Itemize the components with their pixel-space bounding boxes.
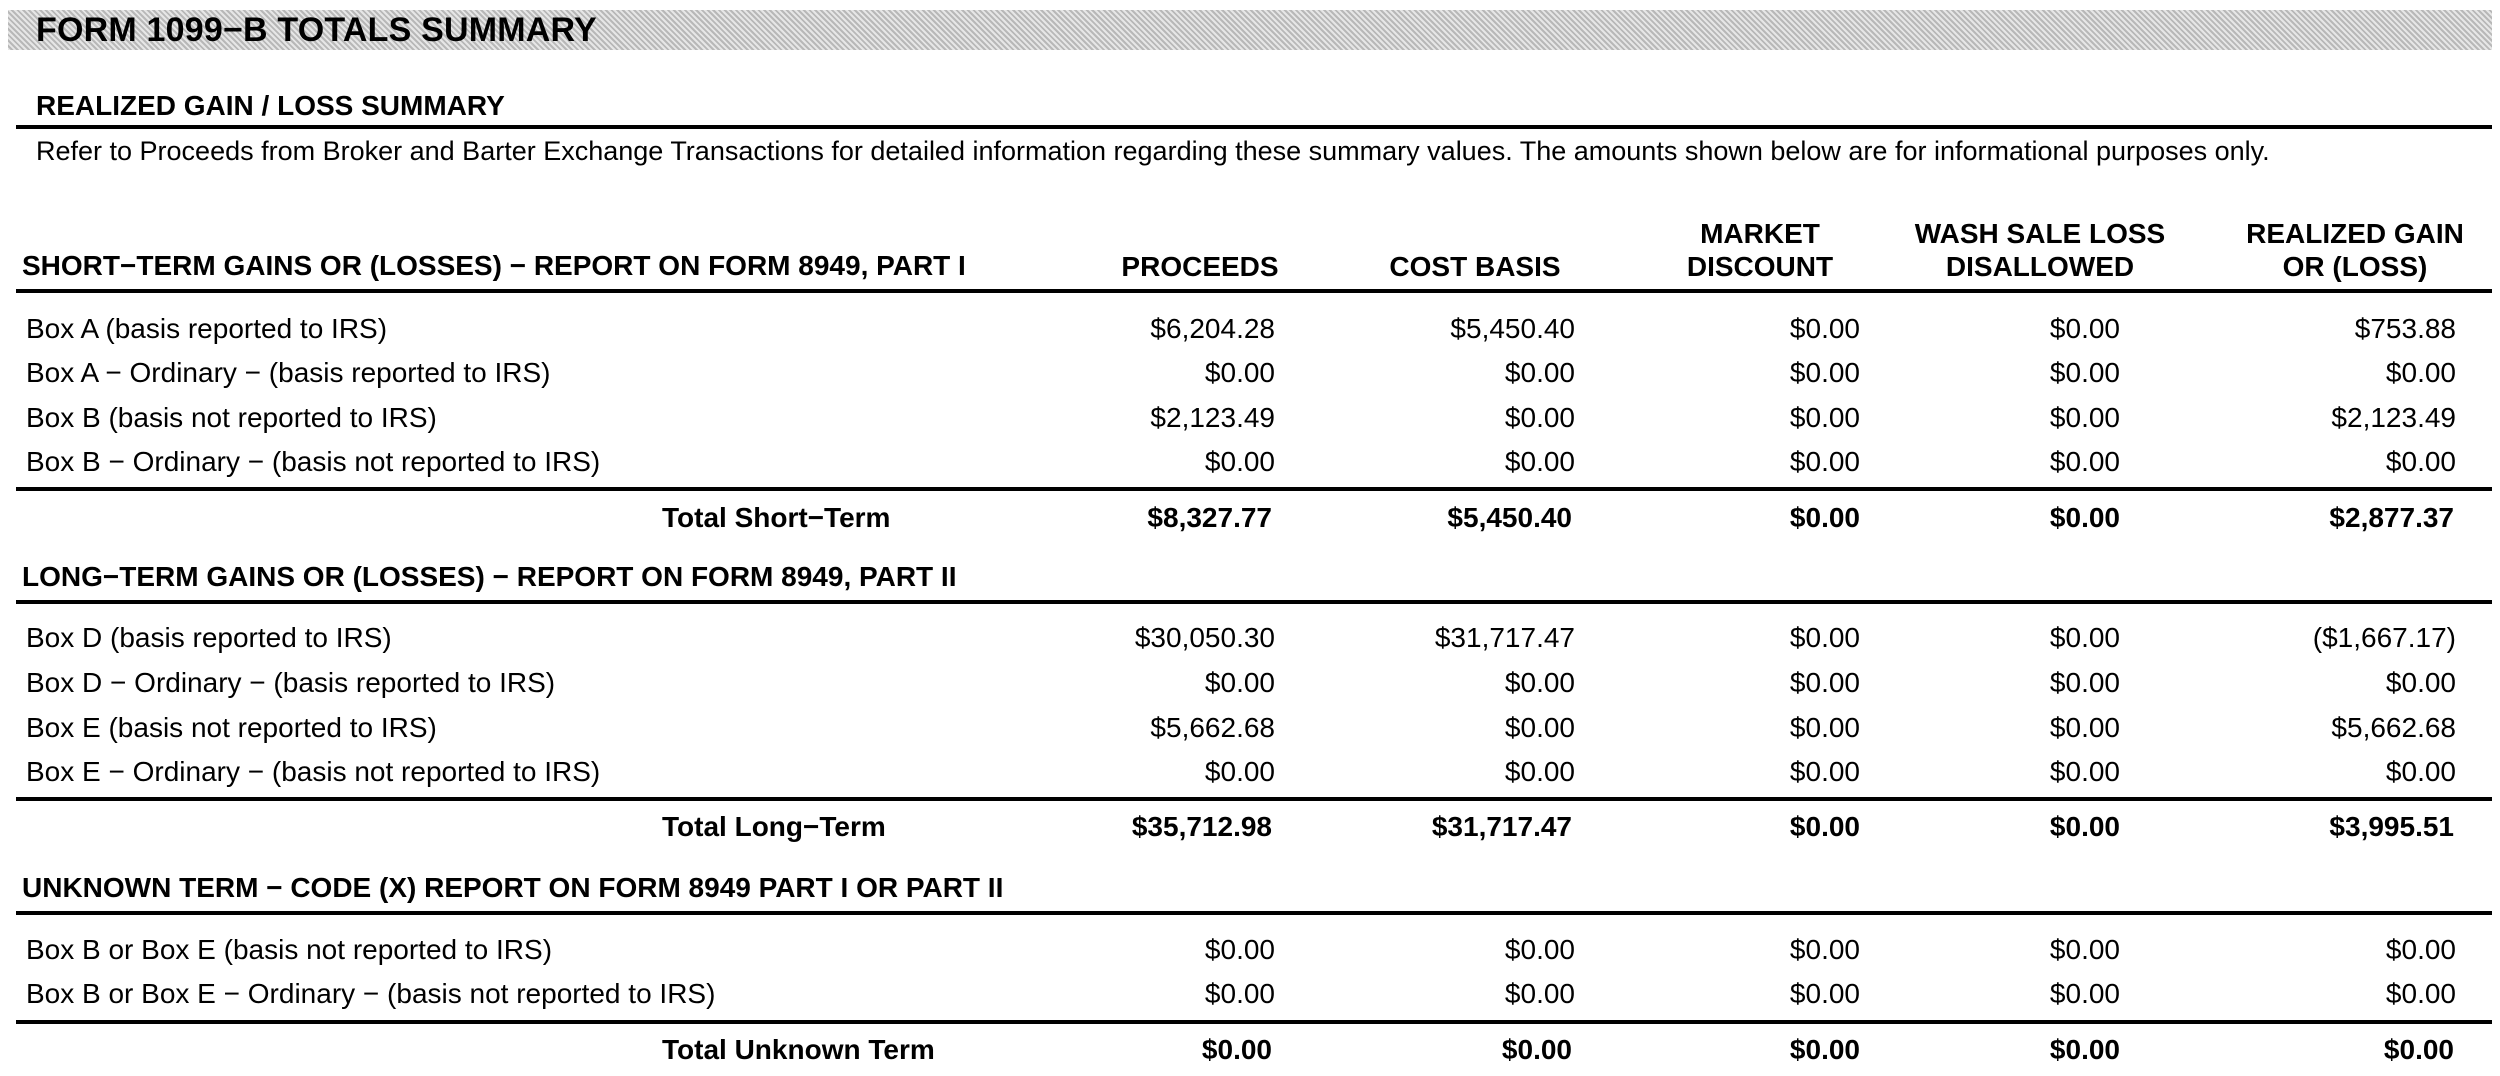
total-proceeds: $35,712.98 [1131,811,1272,842]
cell-cost-basis: $0.00 [1504,402,1575,433]
cell-wash-sale: $0.00 [2049,934,2120,965]
total-market-discount: $0.00 [1789,502,1860,533]
total-realized: $2,877.37 [2329,502,2454,533]
cell-wash-sale: $0.00 [2049,446,2120,477]
cell-market-discount: $0.00 [1789,667,1860,698]
cell-wash-sale: $0.00 [2049,712,2120,743]
cell-cost-basis: $0.00 [1504,712,1575,743]
cell-realized: $0.00 [2385,978,2456,1009]
header-rule [16,289,2492,293]
row-label: Box B (basis not reported to IRS) [26,402,437,433]
cell-proceeds: $0.00 [1204,667,1275,698]
row-label: Box E − Ordinary − (basis not reported to IRS) [26,756,601,787]
cell-realized: $0.00 [2385,667,2456,698]
title-bar [8,10,2492,50]
cell-proceeds: $0.00 [1204,934,1275,965]
total-cost-basis: $31,717.47 [1431,811,1572,842]
row-label: Box B or Box E (basis not reported to IRS) [26,934,553,965]
col-realized-line2: OR (LOSS) [2282,251,2428,282]
cell-market-discount: $0.00 [1789,357,1860,388]
cell-proceeds: $0.00 [1204,756,1275,787]
cell-market-discount: $0.00 [1789,402,1860,433]
long-term-rule [16,600,2492,604]
total-market-discount: $0.00 [1789,811,1860,842]
row-label: Box A (basis reported to IRS) [26,313,388,344]
col-cost-basis-header: COST BASIS [1389,251,1561,282]
cell-realized: $0.00 [2385,446,2456,477]
row-label: Box B or Box E − Ordinary − (basis not reported to IRS) [26,978,716,1009]
total-proceeds: $8,327.77 [1147,502,1272,533]
page-title: FORM 1099−B TOTALS SUMMARY [36,11,597,49]
col-wash-sale-line1: WASH SALE LOSS [1914,218,2166,249]
cell-wash-sale: $0.00 [2049,357,2120,388]
col-market-discount-line2: DISCOUNT [1686,251,1834,282]
cell-wash-sale: $0.00 [2049,978,2120,1009]
cell-proceeds: $30,050.30 [1134,622,1275,653]
long-term-total-rule [16,797,2492,801]
row-label: Box D − Ordinary − (basis reported to IRS) [26,667,556,698]
informational-note: Refer to Proceeds from Broker and Barter Exchange Transactions for detailed information regarding these summary values. The amounts shown below are for informational purposes only. [36,136,2270,166]
cell-realized: $753.88 [2354,313,2456,344]
col-market-discount-line1: MARKET [1700,218,1820,249]
cell-market-discount: $0.00 [1789,756,1860,787]
cell-realized: ($1,667.17) [2312,622,2456,653]
short-term-total-rule [16,487,2492,491]
cell-cost-basis: $0.00 [1504,756,1575,787]
total-short-term-label: Total Short−Term [662,502,891,533]
total-cost-basis: $0.00 [1501,1034,1572,1065]
cell-wash-sale: $0.00 [2049,402,2120,433]
short-term-heading: SHORT−TERM GAINS OR (LOSSES) − REPORT ON FORM 8949, PART I [22,250,966,281]
subtitle-rule [16,125,2492,129]
total-unknown-term-label: Total Unknown Term [662,1034,935,1065]
cell-proceeds: $0.00 [1204,978,1275,1009]
total-long-term-label: Total Long−Term [662,811,886,842]
cell-market-discount: $0.00 [1789,934,1860,965]
cell-realized: $0.00 [2385,756,2456,787]
cell-realized: $5,662.68 [2331,712,2456,743]
total-market-discount: $0.00 [1789,1034,1860,1065]
cell-cost-basis: $0.00 [1504,978,1575,1009]
cell-cost-basis: $0.00 [1504,357,1575,388]
cell-wash-sale: $0.00 [2049,313,2120,344]
cell-cost-basis: $5,450.40 [1450,313,1575,344]
cell-cost-basis: $0.00 [1504,667,1575,698]
unknown-term-rule [16,911,2492,915]
unknown-term-heading: UNKNOWN TERM − CODE (X) REPORT ON FORM 8949 PART I OR PART II [22,872,1004,903]
row-label: Box E (basis not reported to IRS) [26,712,437,743]
row-label: Box A − Ordinary − (basis reported to IRS) [26,357,551,388]
total-realized: $0.00 [2383,1034,2454,1065]
total-wash-sale: $0.00 [2049,502,2120,533]
row-label: Box D (basis reported to IRS) [26,622,392,653]
cell-cost-basis: $0.00 [1504,934,1575,965]
total-wash-sale: $0.00 [2049,811,2120,842]
long-term-heading: LONG−TERM GAINS OR (LOSSES) − REPORT ON FORM 8949, PART II [22,561,957,592]
cell-market-discount: $0.00 [1789,978,1860,1009]
col-wash-sale-line2: DISALLOWED [1945,251,2135,282]
cell-proceeds: $0.00 [1204,357,1275,388]
section-subtitle: REALIZED GAIN / LOSS SUMMARY [36,90,505,121]
cell-market-discount: $0.00 [1789,622,1860,653]
cell-proceeds: $6,204.28 [1150,313,1275,344]
cell-proceeds: $2,123.49 [1150,402,1275,433]
cell-proceeds: $0.00 [1204,446,1275,477]
cell-market-discount: $0.00 [1789,712,1860,743]
col-market-discount-header [1620,217,1900,283]
unknown-term-total-rule [16,1020,2492,1024]
col-realized-header [2210,217,2500,283]
total-wash-sale: $0.00 [2049,1034,2120,1065]
cell-wash-sale: $0.00 [2049,622,2120,653]
cell-cost-basis: $31,717.47 [1434,622,1575,653]
cell-realized: $2,123.49 [2331,402,2456,433]
cell-market-discount: $0.00 [1789,446,1860,477]
cell-wash-sale: $0.00 [2049,667,2120,698]
cell-realized: $0.00 [2385,934,2456,965]
total-proceeds: $0.00 [1201,1034,1272,1065]
cell-cost-basis: $0.00 [1504,446,1575,477]
total-cost-basis: $5,450.40 [1447,502,1572,533]
total-realized: $3,995.51 [2329,811,2454,842]
col-proceeds-header: PROCEEDS [1121,251,1279,282]
col-realized-line1: REALIZED GAIN [2246,218,2464,249]
col-wash-sale-header [1880,217,2200,283]
cell-market-discount: $0.00 [1789,313,1860,344]
cell-realized: $0.00 [2385,357,2456,388]
cell-proceeds: $5,662.68 [1150,712,1275,743]
row-label: Box B − Ordinary − (basis not reported to IRS) [26,446,601,477]
cell-wash-sale: $0.00 [2049,756,2120,787]
